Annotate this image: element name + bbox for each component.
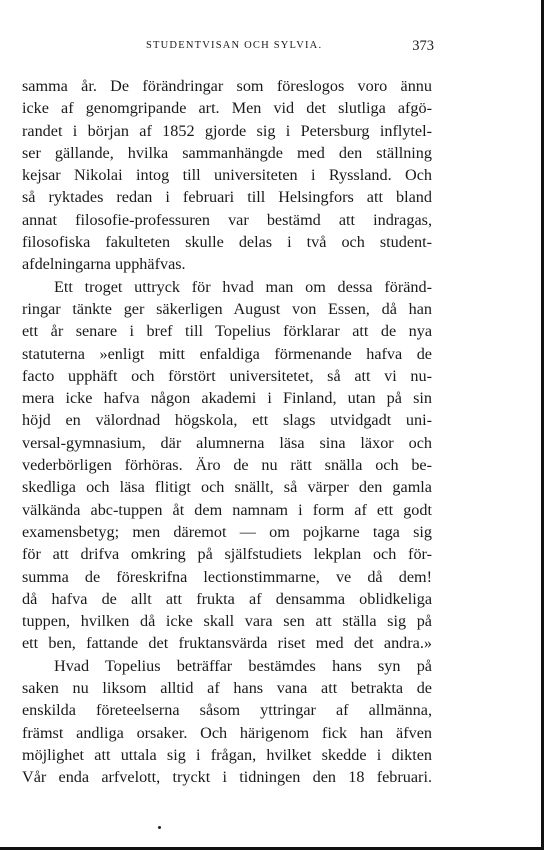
page-mark bbox=[158, 826, 161, 829]
text-line: kejsar Nikolai intog till universiteten i Ryssland. Och bbox=[22, 166, 432, 185]
text-line: ringar tänkte ger säkerligen August von Essen, då han bbox=[22, 299, 432, 318]
text-line: summa de föreskrifna lectionstimmarne, ve då dem! bbox=[22, 567, 432, 586]
text-line: ett år senare i bref till Topelius förklarar att de nya bbox=[22, 322, 432, 341]
running-title: STUDENTVISAN OCH SYLVIA. bbox=[146, 40, 323, 51]
text-line: Ett troget uttryck för hvad man om dessa föränd- bbox=[54, 277, 432, 296]
text-line: saken nu liksom alltid af hans vana att betrakta de bbox=[22, 679, 432, 698]
text-line: mera icke hafva någon akademi i Finland, utan på sin bbox=[22, 389, 432, 408]
text-line: ett ben, fattande det fruktansvärda riset med det andra.» bbox=[22, 634, 432, 653]
text-line: vederbörligen förhöras. Äro de nu rätt snälla och be- bbox=[22, 456, 432, 475]
text-line: filosofiska fakulteten skulle delas i två och student- bbox=[22, 233, 432, 252]
text-line: möjlighet att uttala sig i frågan, hvilket skedde i dikten bbox=[22, 745, 432, 764]
page-number: 373 bbox=[412, 38, 434, 54]
text-line: randet i början af 1852 gjorde sig i Petersburg inflytel- bbox=[22, 121, 432, 140]
text-line: versal-gymnasium, där alumnerna läsa sina läxor och bbox=[22, 433, 432, 452]
text-line: Hvad Topelius beträffar bestämdes hans syn på bbox=[54, 656, 432, 675]
text-line: skedliga och läsa flitigt och snällt, så värper den gamla bbox=[22, 478, 432, 497]
text-line: ser gällande, hvilka sammanhängde med den ställning bbox=[22, 143, 432, 162]
text-line: examensbetyg; men däremot — om pojkarne taga sig bbox=[22, 522, 432, 541]
text-line: då hafva de allt att frukta af densamma oblidkeliga bbox=[22, 589, 432, 608]
text-line: icke af genomgripande art. Men vid det slutliga afgö- bbox=[22, 99, 432, 118]
text-line: statuterna »enligt mitt enfaldiga förmenande hafva de bbox=[22, 344, 432, 363]
text-line: välkända abc-tuppen åt dem namnam i form af ett godt bbox=[22, 500, 432, 519]
text-line: afdelningarna upphäfvas. bbox=[22, 255, 186, 274]
text-line: samma år. De förändringar som föreslogos voro ännu bbox=[22, 77, 432, 95]
text-line: främst andliga orsaker. Och härigenom fick han äfven bbox=[22, 723, 432, 742]
page-header bbox=[22, 38, 432, 58]
text-line: Vår enda arfvelott, tryckt i tidningen den 18 februari. bbox=[22, 768, 432, 787]
text-line: enskilda företeelserna såsom yttringar af allmänna, bbox=[22, 701, 432, 720]
text-line: så ryktades redan i februari till Helsingfors att bland bbox=[22, 188, 432, 207]
text-line: för att drifva omkring på själfstudiets lekplan och för- bbox=[22, 545, 432, 564]
text-line: facto upphäft och förstört universitetet, så att vi nu- bbox=[22, 366, 432, 385]
body-text bbox=[22, 75, 432, 789]
text-line: tuppen, hvilken då icke skall vara sen att ställa sig på bbox=[22, 612, 432, 631]
text-line: annat filosofie-professuren var bestämd att indragas, bbox=[22, 210, 432, 229]
text-line: höjd en välordnad högskola, ett slags utvidgadt uni- bbox=[22, 411, 432, 430]
